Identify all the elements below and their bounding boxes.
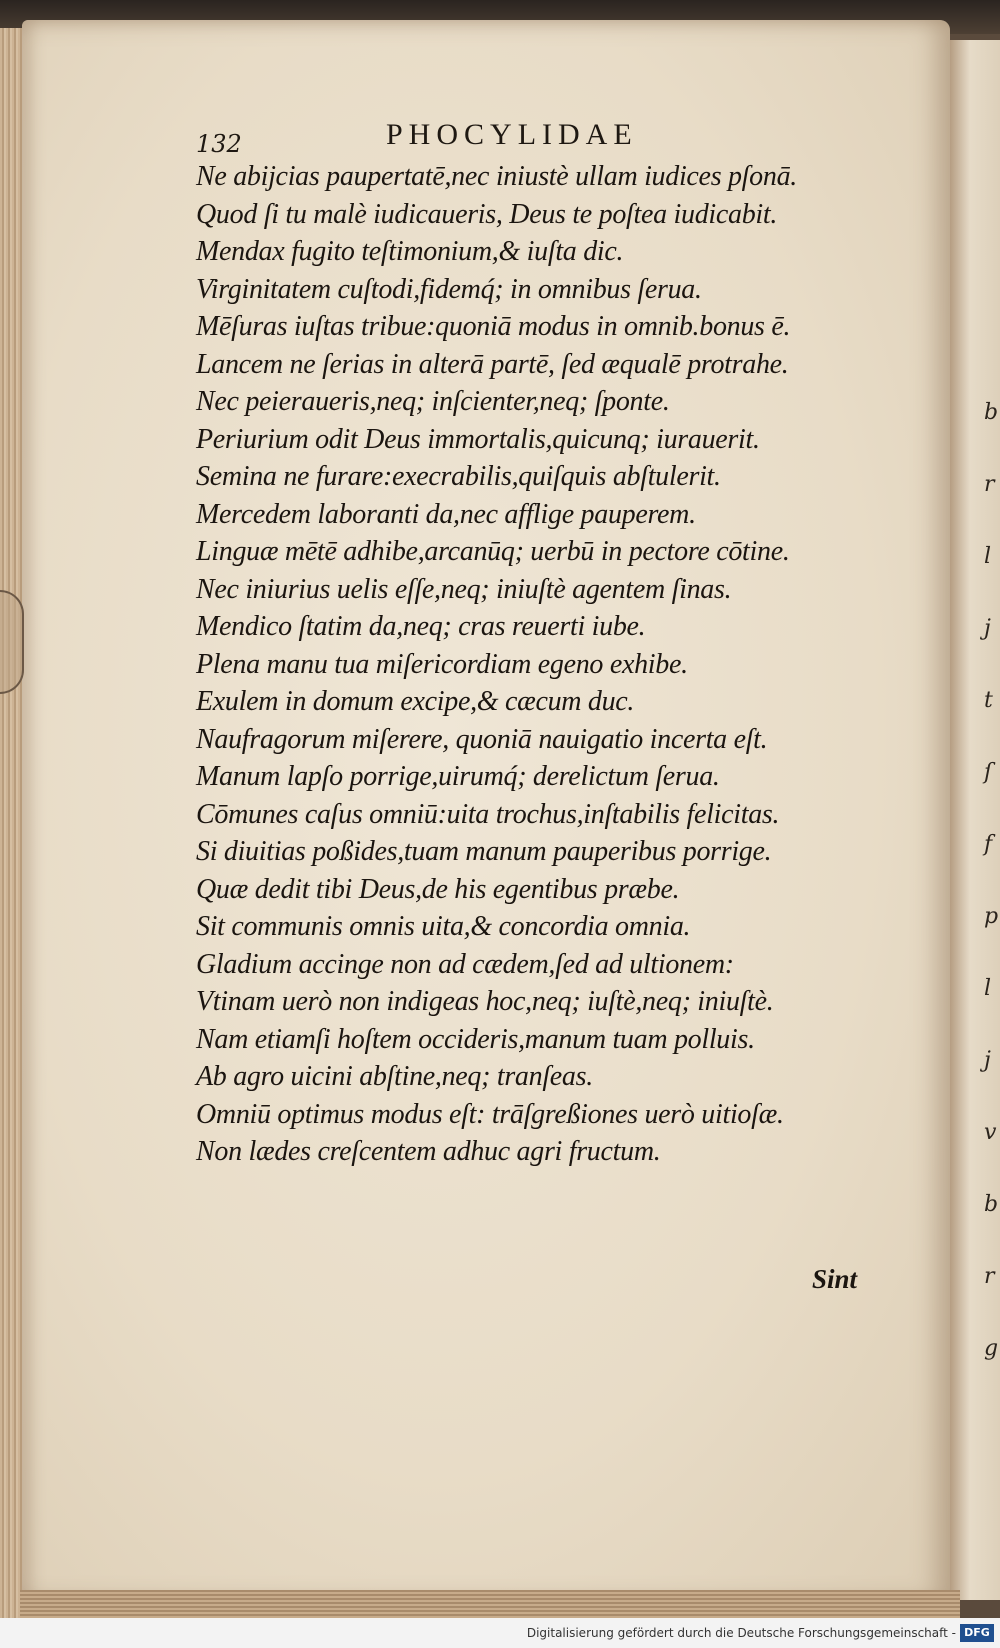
verse-line: Naufragorum miſerere, quoniā nauigatio incerta eſt. (196, 723, 768, 755)
footer-bar (0, 1618, 1000, 1648)
verse-line: Lancem ne ſerias in alterā partē, ſed æqualē protrahe. (196, 348, 789, 380)
verse-line: Gladium accinge non ad cædem,ſed ad ultionem: (196, 948, 734, 980)
verse-line: Linguæ mētē adhibe,arcanūq; uerbū in pectore cōtine. (196, 536, 790, 567)
page-number: 132 (196, 130, 242, 158)
verse-line: Mendax fugito teſtimonium,& iuſta dic. (196, 236, 624, 267)
verse-line: Periurium odit Deus immortalis,quicunq; iurauerit. (196, 423, 760, 455)
verse-line: Plena manu tua miſericordiam egeno exhibe. (196, 648, 688, 680)
verse-line: Non lædes creſcentem adhuc agri fructum. (196, 1136, 661, 1167)
dfg-logo: DFG (960, 1624, 994, 1642)
verse-line: Nec iniurius uelis eſſe,neq; iniuſtè agentem ſinas. (196, 573, 732, 605)
facing-page-fragment: r (984, 472, 995, 497)
page-header (196, 118, 896, 158)
verse-line: Cōmunes caſus omniū:uita trochus,inſtabilis felicitas. (196, 798, 780, 830)
facing-page-fragment: p (984, 904, 999, 929)
verse-line: Vtinam uerò non indigeas hoc,neq; iuſtè,neq; iniuſtè. (196, 986, 774, 1017)
verse-line: Quod ſi tu malè iudicaueris, Deus te poſtea iudicabit. (196, 198, 778, 230)
verse-line: Sit communis omnis uita,& concordia omnia. (196, 911, 691, 942)
facing-page-edge (950, 40, 1000, 1600)
verse-line: Semina ne furare:execrabilis,quiſquis abſtulerit. (196, 461, 721, 492)
facing-page-fragment: b (984, 400, 999, 425)
facing-page-fragment: v (984, 1120, 997, 1145)
clasp-shape (0, 590, 24, 694)
verse-line: Ne abijcias paupertatē,nec iniustè ullam iudices pſonā. (196, 161, 797, 192)
verse-line: Exulem in domum excipe,& cæcum duc. (196, 686, 635, 717)
verse-line: Nec peieraueris,neq; inſcienter,neq; ſponte. (196, 386, 670, 417)
facing-page-fragment: r (984, 1264, 995, 1289)
catchword: Sint (812, 1264, 858, 1294)
running-head: PHOCYLIDAE (386, 118, 638, 151)
facing-page-fragment: l (984, 544, 992, 569)
verse-line: Mendico ſtatim da,neq; cras reuerti iube. (196, 611, 646, 642)
verse-line: Omniū optimus modus eſt: trāſgreßiones uerò uitioſæ. (196, 1098, 784, 1130)
facing-page-fragment: l (984, 976, 992, 1001)
verse-line: Virginitatem cuſtodi,fidemq́; in omnibus ſerua. (196, 273, 702, 305)
facing-page-fragment: j (984, 616, 991, 641)
verse-line: Nam etiamſi hoſtem occideris,manum tuam polluis. (196, 1023, 755, 1055)
verse-line: Si diuitias poßides,tuam manum pauperibus porrige. (196, 836, 772, 867)
verse-line: Quæ dedit tibi Deus,de his egentibus præbe. (196, 873, 680, 905)
facing-page-fragment: t (984, 688, 993, 713)
facing-page-fragment: b (984, 1192, 999, 1217)
facing-page-fragment: ſ (984, 760, 993, 785)
page-stack-bottom-edge (20, 1590, 960, 1618)
verse-line: Mēſuras iuſtas tribue:quoniā modus in omnib.bonus ē. (196, 311, 791, 342)
facing-page-fragment: f (984, 832, 993, 857)
verse-line: Manum lapſo porrige,uirumq́; derelictum ſerua. (196, 761, 720, 792)
verse-line: Mercedem laboranti da,nec afflige pauperem. (196, 498, 696, 530)
footer-credit: Digitalisierung gefördert durch die Deutsche Forschungsgemeinschaft - (526, 1626, 956, 1640)
facing-page-fragment: j (984, 1048, 991, 1073)
verse-line: Ab agro uicini abſtine,neq; tranſeas. (196, 1061, 593, 1092)
verse-text-block (196, 158, 876, 1171)
facing-page-fragment: g (984, 1336, 999, 1361)
